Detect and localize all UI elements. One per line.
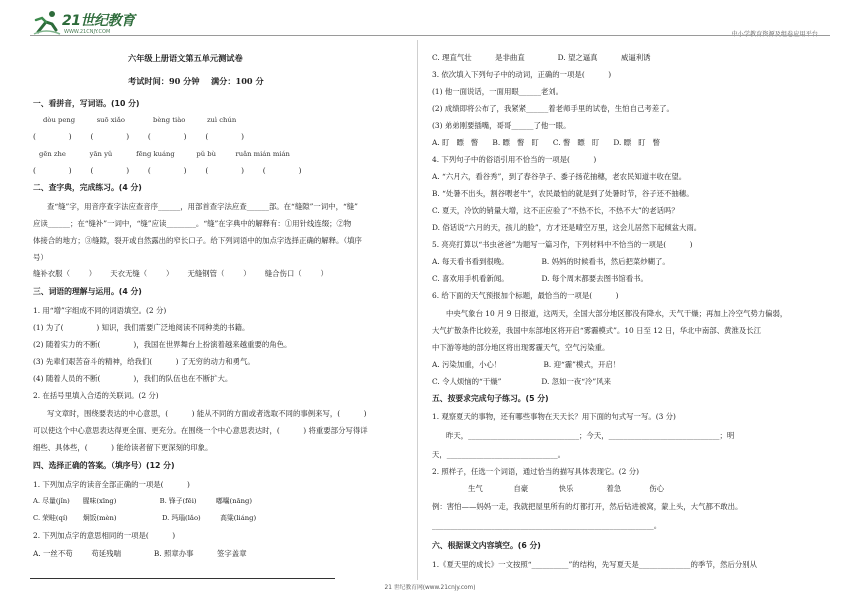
q4-6-ab: A. 污染加重，小心！ B. 迎“霾”模式，开启！ (432, 360, 621, 369)
q2-line-3: 体接合的地方；③缝隙，裂开或自然露出的窄长口子。给下列词语中的加点字选择正确的解释。（填序 (33, 236, 362, 245)
q3-1-c: (3) 先辈们艰苦奋斗的精神，给我们( ) 了无穷的动力和勇气。 (33, 357, 255, 366)
q4-6: 6. 给下面的天气预报加个标题，最恰当的一项是( ) (432, 291, 619, 300)
column-divider (417, 40, 418, 580)
q5-1-line-1: 昨天，______________________________；今天，______________________________；明 (446, 431, 735, 440)
q4-3-3: (3) 弟弟刚要插嘴，哥哥______了他一眼。 (432, 121, 571, 130)
page-header (30, 8, 830, 38)
section-2-heading: 二、查字典，完成练习。(4 分) (33, 183, 142, 192)
q2-line-2: 应读______；在“缝补”一词中，“缝”应读________。“缝”在字典中的解释有：①用针线连缀；②物 (33, 219, 352, 228)
weather-report-line-2: 大气扩散条件比较差，我国中东部地区将开启“雾霾模式”。10 日至 12 日，华北中南部、黄淮及长江 (432, 326, 762, 335)
footer-rule (30, 578, 335, 579)
q4-3-1: (1) 他一面说话，一面用眼______老刘。 (432, 87, 564, 96)
q4-2-ab: A. 一丝不苟 苟延残喘 B. 照章办事 签字盖章 (33, 549, 247, 558)
q3-2-line-1: 写文章时，围绕要表达的中心意思，( ) 能从不同的方面或者选取不同的事例来写，( ) (47, 409, 367, 418)
q4-5-ab: A. 每天看书看到很晚。 B. 妈妈的时候看书，然后把菜炒糊了。 (432, 257, 670, 266)
logo-text: 21世纪教育 (62, 13, 135, 29)
section-3-heading: 三、词语的理解与运用。(4 分) (33, 287, 142, 296)
weather-report-line-1: 中央气象台 10 月 9 日报道，这两天，全国大部分地区都没有降水，天气干燥；再加上冷空气势力偏弱， (446, 309, 788, 318)
q5-2: 2. 照样子，任选一个词语，通过恰当的描写具体表现它。(2 分) (432, 467, 639, 476)
q3-1-a: (1) 为了( ) 知识，我们需要广泛地阅读不同种类的书籍。 (33, 323, 250, 332)
q5-2-answer-line: ____________________________________________________________。 (432, 521, 662, 530)
q4-3: 3. 依次填入下列句子中的动词，正确的一项是( ) (432, 70, 612, 79)
q4-4-c: C. 夏天，冷饮的销量大增，这不正应验了“不热不长，不热不大”的老话吗？ (432, 206, 679, 215)
q4-3-options: A. 盯 瞟 瞥 B. 瞟 瞥 盯 C. 瞥 瞟 盯 D. 瞟 盯 瞥 (432, 138, 660, 147)
runner-logo-icon (32, 10, 62, 36)
q4-2-cd: C. 理直气壮 是非曲直 D. 望之逼真 威逼利诱 (432, 53, 651, 62)
q5-1-line-2: 天，______________________________。 (432, 450, 566, 459)
q4-1-cd: C. 荣畦(qí) 炯饭(mèn) D. 玛瑙(lǎo) 高粱(liáng) (33, 514, 257, 522)
q4-5-cd: C. 喜欢用手机看新闻。 D. 每个周末都要去图书馆看书。 (432, 274, 648, 283)
q5-2-example: 例：害怕——妈妈一走，我就把屋里所有的灯都打开，然后钻进被窝，蒙上头，大气都不敢出。 (432, 502, 743, 511)
q4-1-ab: A. 尽量(jǐn) 腥味(xīng) B. 锋子(fēi) 嘟囔(nāng) (33, 497, 253, 505)
pinyin-row-1: dòu peng suō xiǎo bèng tiào zuì chún (43, 116, 237, 124)
q3-2: 2. 在括号里填入合适的关联词。(2 分) (33, 391, 159, 400)
q4-6-cd: C. 令人烦恼的“干燥” D. 忽如一夜“冷”风来 (432, 377, 611, 386)
section-6-heading: 六、根据课文内容填空。(6 分) (432, 541, 541, 550)
q5-2-words: 生气 自豪 快乐 着急 伤心 (468, 484, 665, 493)
q6-1: 1.《夏天里的成长》一文按照“__________”的结构，先写夏天是______________的季节，然后分别从 (432, 560, 758, 569)
weather-report-line-3: 中下游等地的部分地区将出现雾霾天气，空气污染重。 (432, 343, 610, 352)
section-5-heading: 五、按要求完成句子练习。(5 分) (432, 394, 549, 403)
q5-1: 1. 观察夏天的事物，还有哪些事物在天天长？用下面的句式写一写。(3 分) (432, 412, 676, 421)
answer-brackets-row-2: ( ) ( ) ( ) ( ) ( ) (33, 166, 302, 175)
q2-line-4: 号） (33, 253, 48, 262)
section-1-heading: 一、看拼音，写词语。(10 分) (33, 99, 140, 108)
q3-2-line-3: 细些、具体些，( ) 能给读者留下更深刻的印象。 (33, 443, 213, 452)
q4-5: 5. 亮亮打算以“书虫爸爸”为题写一篇习作，下列材料中不恰当的一项是( ) (432, 240, 693, 249)
q3-2-line-2: 可以使这个中心意思表达得更全面、更充分。在围绕一个中心意思表达时，( ) 将重要部分写得详 (33, 426, 368, 435)
exam-title: 六年级上册语文第五单元测试卷 (128, 53, 243, 63)
q4-4-a: A. “六月六，看谷秀”，到了春谷孕子、黍子扬花抽穗，老农民知道丰收在望。 (432, 172, 687, 181)
section-4-heading: 四、选择正确的答案。（填序号）(12 分) (33, 461, 175, 470)
q2-line-1: 查“缝”字，用音序查字法应查音序______，用部首查字法应查______部。在“缝隙”一词中，“缝” (47, 202, 358, 211)
q4-4-b: B. “处暑不出头，割谷喂老牛”，农民最怕的就是到了处暑时节，谷子还不抽穗。 (432, 189, 694, 198)
q4-2: 2. 下列加点字的意思相同的一项是( ) (33, 531, 176, 540)
q4-3-2: (2) 成绩即将公布了，我紧紧______着老师手里的试卷，生怕自己考差了。 (432, 104, 674, 113)
q4-4-d: D. 俗话说“六月的天，孩儿的脸”，方才还是晴空万里，这会儿居然下起倾盆大雨。 (432, 223, 702, 232)
answer-brackets-row-1: ( ) ( ) ( ) ( ) (33, 132, 245, 141)
q3-1-b: (2) 随着实力的不断( )，我国在世界舞台上扮演着越来越重要的角色。 (33, 340, 292, 349)
header-divider (30, 35, 830, 36)
site-logo (32, 10, 142, 38)
q3-1-d: (4) 随着人员的不断( )，我们的队伍也在不断扩大。 (33, 374, 233, 383)
q4-4: 4. 下列句子中的俗语引用不恰当的一项是( ) (432, 155, 597, 164)
exam-time: 考试时间：90 分钟 满分：100 分 (128, 76, 264, 86)
q4-1: 1. 下列加点字的读音全部正确的一项是( ) (33, 480, 190, 489)
pinyin-row-2: gēn zhe yān yǔ fēng kuáng pǔ bù ruǎn mián mián (39, 150, 290, 158)
logo-subtext: WWW.21CNJY.COM (64, 29, 111, 35)
q2-options: 缝补衣服（ ） 天衣无缝（ ） 无缝钢管（ ） 缝合伤口（ ） (33, 269, 328, 278)
page-footer: 21 世纪教育网(www.21cnjy.com) (384, 585, 476, 591)
q3-1: 1. 用“增”字组成不同的词语填空。(2 分) (33, 306, 167, 315)
